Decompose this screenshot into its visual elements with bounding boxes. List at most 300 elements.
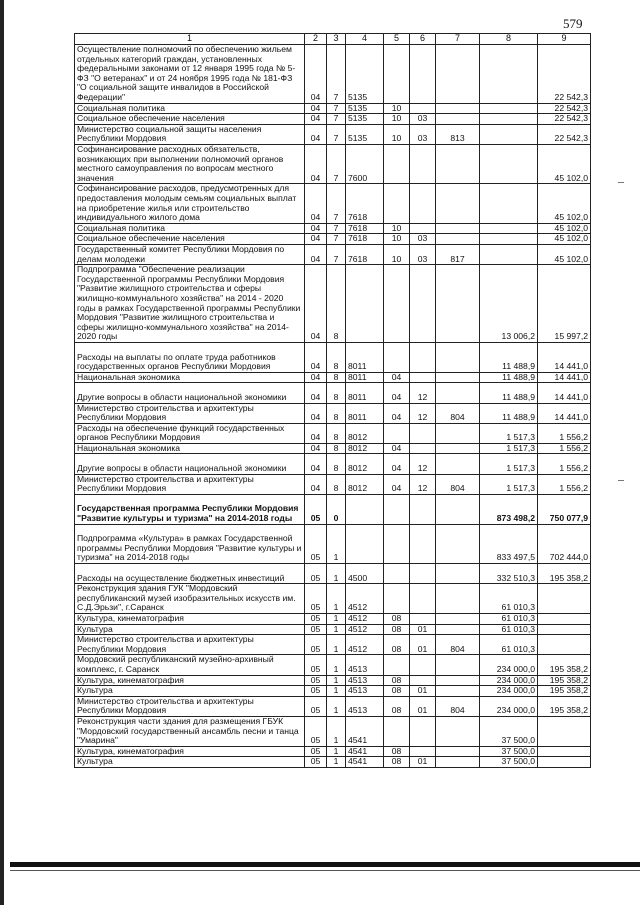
col-9-cell: 45 102,0: [538, 244, 591, 264]
col-2-cell: 04: [305, 372, 327, 383]
table-row: [75, 454, 591, 474]
col-3-cell: 8: [327, 403, 346, 423]
col-7-cell: [436, 144, 480, 183]
col-4-cell: 4541: [346, 757, 384, 768]
col-8-cell: 234 000,0: [480, 686, 538, 697]
col-5-cell: 04: [384, 383, 410, 403]
table-row: [75, 696, 591, 716]
col-3-cell: 1: [327, 655, 346, 675]
col-4-cell: 8011: [346, 403, 384, 423]
col-5-cell: [384, 45, 410, 104]
col-8-cell: [480, 223, 538, 234]
col-8-cell: [480, 244, 538, 264]
col-2-cell: 05: [305, 716, 327, 746]
table-row: [75, 564, 591, 584]
col-8-cell: 11 488,9: [480, 372, 538, 383]
col-8-cell: 234 000,0: [480, 696, 538, 716]
col-5-cell: 08: [384, 675, 410, 686]
col-3-cell: 7: [327, 184, 346, 223]
col-2-cell: 05: [305, 564, 327, 584]
col-7-cell: [436, 494, 480, 524]
table-row: [75, 383, 591, 403]
col-8-cell: 1 517,3: [480, 443, 538, 454]
col-6-cell: 01: [410, 686, 436, 697]
col-7-cell: 813: [436, 124, 480, 144]
table-row: [75, 342, 591, 372]
col-6-cell: 01: [410, 696, 436, 716]
table-row: [75, 584, 591, 614]
col-6-cell: [410, 494, 436, 524]
col-4-cell: 7618: [346, 184, 384, 223]
col-3-cell: 8: [327, 342, 346, 372]
table-row: [75, 423, 591, 443]
col-2-cell: 04: [305, 234, 327, 245]
col-6-cell: [410, 342, 436, 372]
col-6-cell: 01: [410, 635, 436, 655]
col-6-cell: [410, 423, 436, 443]
col-2-cell: 04: [305, 244, 327, 264]
col-3-cell: 7: [327, 45, 346, 104]
col-4-cell: 4541: [346, 746, 384, 757]
col-2-cell: 04: [305, 45, 327, 104]
col-9-cell: 14 441,0: [538, 342, 591, 372]
row-name-cell: Социальное обеспечение населения: [75, 234, 305, 245]
col-2-cell: 04: [305, 184, 327, 223]
col-5-cell: 08: [384, 624, 410, 635]
row-name-cell: Министерство строительства и архитектуры Республики Мордовия: [75, 635, 305, 655]
row-name-cell: Культура: [75, 757, 305, 768]
col-7-cell: [436, 686, 480, 697]
col-6-cell: [410, 564, 436, 584]
col-5-cell: 04: [384, 454, 410, 474]
row-name-cell: Другие вопросы в области национальной экономики: [75, 383, 305, 403]
col-5-cell: 10: [384, 234, 410, 245]
col-9-cell: 1 556,2: [538, 423, 591, 443]
header-cell-3: 3: [327, 34, 346, 45]
col-7-cell: [436, 114, 480, 125]
page-number: 579: [563, 16, 583, 31]
col-3-cell: 8: [327, 265, 346, 343]
col-4-cell: 8011: [346, 342, 384, 372]
col-3-cell: 7: [327, 144, 346, 183]
row-name-cell: Культура, кинематография: [75, 746, 305, 757]
table-row: [75, 655, 591, 675]
col-9-cell: 22 542,3: [538, 45, 591, 104]
col-3-cell: 7: [327, 114, 346, 125]
col-3-cell: 8: [327, 423, 346, 443]
col-3-cell: 1: [327, 696, 346, 716]
row-name-cell: Социальное обеспечение населения: [75, 114, 305, 125]
col-4-cell: 8012: [346, 443, 384, 454]
col-3-cell: 1: [327, 686, 346, 697]
table-row: [75, 223, 591, 234]
col-5-cell: [384, 265, 410, 343]
header-cell-5: 5: [384, 34, 410, 45]
col-5-cell: 08: [384, 757, 410, 768]
col-5-cell: [384, 144, 410, 183]
col-6-cell: 12: [410, 383, 436, 403]
row-name-cell: Расходы на выплаты по оплате труда работников государственных органов Республики Мордовия: [75, 342, 305, 372]
col-8-cell: [480, 124, 538, 144]
col-5-cell: [384, 564, 410, 584]
col-2-cell: 05: [305, 614, 327, 625]
col-9-cell: 1 556,2: [538, 474, 591, 494]
col-4-cell: 4512: [346, 614, 384, 625]
col-5-cell: [384, 584, 410, 614]
margin-mark: [618, 182, 624, 183]
col-2-cell: 05: [305, 524, 327, 563]
col-3-cell: 1: [327, 624, 346, 635]
row-name-cell: Министерство строительства и архитектуры Республики Мордовия: [75, 474, 305, 494]
col-5-cell: 04: [384, 443, 410, 454]
col-9-cell: [538, 746, 591, 757]
col-8-cell: 873 498,2: [480, 494, 538, 524]
row-name-cell: Другие вопросы в области национальной экономики: [75, 454, 305, 474]
table-row: [75, 184, 591, 223]
col-5-cell: 10: [384, 124, 410, 144]
col-2-cell: 04: [305, 114, 327, 125]
col-3-cell: 7: [327, 124, 346, 144]
table-row: [75, 45, 591, 104]
row-name-cell: Подпрограмма "Обеспечение реализации Государственной программы Республики Мордовия "Развитие жилищного строительства и сферы жилищно-коммунального хозяйства" на 2014 - 2020 годы в рамках Государственной программы Республики Мордовия "Развитие жилищного строительства и сферы жилищно-коммунального хозяйства" на 2014-2020 годы: [75, 265, 305, 343]
col-9-cell: 22 542,3: [538, 124, 591, 144]
col-2-cell: 04: [305, 383, 327, 403]
row-name-cell: Софинансирование расходных обязательств, возникающих при выполнении полномочий органов местного самоуправления по вопросам местного значения: [75, 144, 305, 183]
col-9-cell: 750 077,9: [538, 494, 591, 524]
table-row: [75, 474, 591, 494]
col-5-cell: 04: [384, 474, 410, 494]
col-8-cell: 11 488,9: [480, 403, 538, 423]
col-7-cell: [436, 454, 480, 474]
col-4-cell: 4513: [346, 686, 384, 697]
col-6-cell: [410, 524, 436, 563]
col-6-cell: [410, 716, 436, 746]
col-3-cell: 1: [327, 635, 346, 655]
col-3-cell: 8: [327, 383, 346, 403]
col-7-cell: 804: [436, 403, 480, 423]
col-9-cell: [538, 624, 591, 635]
col-5-cell: [384, 655, 410, 675]
col-8-cell: [480, 184, 538, 223]
col-7-cell: 804: [436, 696, 480, 716]
col-7-cell: [436, 564, 480, 584]
col-2-cell: 04: [305, 265, 327, 343]
col-9-cell: 1 556,2: [538, 443, 591, 454]
table-row: [75, 403, 591, 423]
col-4-cell: 8011: [346, 372, 384, 383]
col-4-cell: 4512: [346, 635, 384, 655]
col-6-cell: [410, 443, 436, 454]
col-9-cell: 14 441,0: [538, 403, 591, 423]
col-3-cell: 1: [327, 564, 346, 584]
col-4-cell: 5135: [346, 114, 384, 125]
row-name-cell: Реконструкция здания ГУК "Мордовский республиканский музей изобразительных искусств им. С.Д.Эрьзи", г.Саранск: [75, 584, 305, 614]
col-2-cell: 04: [305, 103, 327, 114]
col-5-cell: [384, 494, 410, 524]
col-4-cell: [346, 524, 384, 563]
row-name-cell: Расходы на осуществление бюджетных инвестиций: [75, 564, 305, 584]
col-2-cell: 05: [305, 696, 327, 716]
col-3-cell: 1: [327, 524, 346, 563]
col-4-cell: 7618: [346, 244, 384, 264]
header-cell-4: 4: [346, 34, 384, 45]
col-2-cell: 04: [305, 474, 327, 494]
col-9-cell: 45 102,0: [538, 234, 591, 245]
col-4-cell: 7618: [346, 234, 384, 245]
col-4-cell: 4541: [346, 716, 384, 746]
col-6-cell: 03: [410, 114, 436, 125]
col-5-cell: 04: [384, 372, 410, 383]
col-2-cell: 05: [305, 746, 327, 757]
col-7-cell: [436, 716, 480, 746]
col-5-cell: 08: [384, 696, 410, 716]
col-9-cell: 14 441,0: [538, 383, 591, 403]
col-6-cell: 03: [410, 124, 436, 144]
col-5-cell: [384, 524, 410, 563]
col-5-cell: 10: [384, 223, 410, 234]
col-3-cell: 7: [327, 234, 346, 245]
table-row: [75, 265, 591, 343]
row-name-cell: Национальная экономика: [75, 372, 305, 383]
header-cell-1: 1: [75, 34, 305, 45]
col-8-cell: 833 497,5: [480, 524, 538, 563]
col-4-cell: 7600: [346, 144, 384, 183]
table-row: [75, 234, 591, 245]
col-7-cell: [436, 184, 480, 223]
col-5-cell: [384, 342, 410, 372]
col-5-cell: [384, 423, 410, 443]
col-9-cell: 195 358,2: [538, 686, 591, 697]
col-8-cell: 1 517,3: [480, 423, 538, 443]
row-name-cell: Министерство социальной защиты населения Республики Мордовия: [75, 124, 305, 144]
col-9-cell: 14 441,0: [538, 372, 591, 383]
col-4-cell: 4513: [346, 696, 384, 716]
row-name-cell: Социальная политика: [75, 223, 305, 234]
col-4-cell: 8012: [346, 454, 384, 474]
col-7-cell: [436, 757, 480, 768]
col-7-cell: [436, 372, 480, 383]
col-6-cell: [410, 265, 436, 343]
col-9-cell: 22 542,3: [538, 114, 591, 125]
table-row: [75, 524, 591, 563]
col-9-cell: [538, 614, 591, 625]
row-name-cell: Софинансирование расходов, предусмотренных для предоставления молодым семьям социальных выплат на приобретение жилья или строительство индивидуального жилого дома: [75, 184, 305, 223]
col-3-cell: 0: [327, 494, 346, 524]
col-5-cell: [384, 716, 410, 746]
margin-mark: [618, 480, 624, 481]
col-2-cell: 05: [305, 686, 327, 697]
col-8-cell: 1 517,3: [480, 454, 538, 474]
table-row: [75, 614, 591, 625]
col-4-cell: 4513: [346, 655, 384, 675]
scan-bottom-band: [10, 862, 640, 867]
col-2-cell: 05: [305, 584, 327, 614]
col-3-cell: 1: [327, 746, 346, 757]
col-9-cell: [538, 757, 591, 768]
col-6-cell: 12: [410, 403, 436, 423]
row-name-cell: Мордовский республиканский музейно-архивный комплекс, г. Саранск: [75, 655, 305, 675]
row-name-cell: Национальная экономика: [75, 443, 305, 454]
col-6-cell: 01: [410, 624, 436, 635]
col-3-cell: 1: [327, 584, 346, 614]
col-9-cell: 702 444,0: [538, 524, 591, 563]
col-2-cell: 05: [305, 624, 327, 635]
col-7-cell: [436, 443, 480, 454]
col-7-cell: [436, 223, 480, 234]
col-7-cell: [436, 265, 480, 343]
col-7-cell: [436, 423, 480, 443]
col-7-cell: 804: [436, 635, 480, 655]
col-8-cell: 11 488,9: [480, 342, 538, 372]
col-6-cell: 12: [410, 454, 436, 474]
col-2-cell: 04: [305, 342, 327, 372]
col-8-cell: 61 010,3: [480, 584, 538, 614]
col-3-cell: 1: [327, 757, 346, 768]
col-9-cell: 45 102,0: [538, 223, 591, 234]
col-7-cell: 817: [436, 244, 480, 264]
row-name-cell: Министерство строительства и архитектуры Республики Мордовия: [75, 403, 305, 423]
col-4-cell: [346, 265, 384, 343]
col-2-cell: 04: [305, 454, 327, 474]
col-7-cell: [436, 655, 480, 675]
col-6-cell: [410, 614, 436, 625]
table-row: [75, 114, 591, 125]
col-8-cell: 37 500,0: [480, 757, 538, 768]
col-5-cell: 10: [384, 244, 410, 264]
col-9-cell: 195 358,2: [538, 675, 591, 686]
col-8-cell: [480, 144, 538, 183]
col-2-cell: 04: [305, 223, 327, 234]
row-name-cell: Социальная политика: [75, 103, 305, 114]
col-9-cell: 1 556,2: [538, 454, 591, 474]
col-9-cell: 195 358,2: [538, 696, 591, 716]
table-row: [75, 494, 591, 524]
col-8-cell: 37 500,0: [480, 746, 538, 757]
table-row: [75, 443, 591, 454]
col-4-cell: 4512: [346, 584, 384, 614]
col-8-cell: 1 517,3: [480, 474, 538, 494]
col-5-cell: 04: [384, 403, 410, 423]
row-name-cell: Государственная программа Республики Мордовия "Развитие культуры и туризма" на 2014-2018 годы: [75, 494, 305, 524]
col-9-cell: 195 358,2: [538, 564, 591, 584]
col-8-cell: 234 000,0: [480, 675, 538, 686]
col-3-cell: 8: [327, 443, 346, 454]
col-4-cell: 4500: [346, 564, 384, 584]
col-9-cell: 45 102,0: [538, 184, 591, 223]
col-3-cell: 7: [327, 103, 346, 114]
row-name-cell: Расходы на обеспечение функций государственных органов Республики Мордовия: [75, 423, 305, 443]
col-9-cell: 195 358,2: [538, 655, 591, 675]
col-4-cell: 5135: [346, 103, 384, 114]
col-4-cell: 8011: [346, 383, 384, 403]
table-row: [75, 757, 591, 768]
col-2-cell: 04: [305, 124, 327, 144]
col-3-cell: 7: [327, 244, 346, 264]
table-row: [75, 686, 591, 697]
col-8-cell: 13 006,2: [480, 265, 538, 343]
col-4-cell: 8012: [346, 474, 384, 494]
col-9-cell: [538, 584, 591, 614]
col-3-cell: 1: [327, 614, 346, 625]
col-5-cell: 08: [384, 746, 410, 757]
budget-table: [74, 33, 591, 768]
col-5-cell: 08: [384, 635, 410, 655]
col-8-cell: [480, 234, 538, 245]
col-7-cell: [436, 584, 480, 614]
col-7-cell: [436, 746, 480, 757]
row-name-cell: Подпрограмма «Культура» в рамках Государственной программы Республики Мордовия "Развитие культуры и туризма" на 2014-2018 годы: [75, 524, 305, 563]
header-cell-7: 7: [436, 34, 480, 45]
col-3-cell: 8: [327, 474, 346, 494]
header-cell-9: 9: [538, 34, 591, 45]
col-7-cell: [436, 524, 480, 563]
col-4-cell: 7618: [346, 223, 384, 234]
col-8-cell: 37 500,0: [480, 716, 538, 746]
col-7-cell: [436, 614, 480, 625]
row-name-cell: Реконструкция части здания для размещения ГБУК "Мордовский государственный ансамбль песни и танца "Умарина": [75, 716, 305, 746]
col-9-cell: 22 542,3: [538, 103, 591, 114]
table-row: [75, 372, 591, 383]
col-6-cell: 03: [410, 244, 436, 264]
table-row: [75, 675, 591, 686]
col-4-cell: 8012: [346, 423, 384, 443]
col-8-cell: [480, 114, 538, 125]
col-2-cell: 04: [305, 443, 327, 454]
row-name-cell: Государственный комитет Республики Мордовия по делам молодежи: [75, 244, 305, 264]
col-4-cell: 4512: [346, 624, 384, 635]
col-2-cell: 04: [305, 403, 327, 423]
col-2-cell: 05: [305, 494, 327, 524]
col-9-cell: [538, 716, 591, 746]
table-row: [75, 716, 591, 746]
table-row: [75, 746, 591, 757]
row-name-cell: Культура, кинематография: [75, 614, 305, 625]
row-name-cell: Культура: [75, 686, 305, 697]
col-8-cell: 234 000,0: [480, 655, 538, 675]
col-6-cell: 12: [410, 474, 436, 494]
header-cell-6: 6: [410, 34, 436, 45]
col-4-cell: [346, 494, 384, 524]
col-7-cell: [436, 45, 480, 104]
col-5-cell: 08: [384, 614, 410, 625]
col-7-cell: [436, 342, 480, 372]
scan-bottom-line: [10, 870, 640, 871]
col-2-cell: 05: [305, 655, 327, 675]
col-6-cell: [410, 144, 436, 183]
col-7-cell: [436, 675, 480, 686]
col-7-cell: [436, 624, 480, 635]
col-7-cell: [436, 234, 480, 245]
col-9-cell: [538, 635, 591, 655]
col-2-cell: 04: [305, 144, 327, 183]
col-3-cell: 1: [327, 675, 346, 686]
row-name-cell: Культура, кинематография: [75, 675, 305, 686]
col-4-cell: 4513: [346, 675, 384, 686]
col-6-cell: [410, 675, 436, 686]
col-5-cell: [384, 184, 410, 223]
col-6-cell: [410, 103, 436, 114]
table-row: [75, 124, 591, 144]
col-6-cell: [410, 184, 436, 223]
col-6-cell: [410, 584, 436, 614]
table-row: [75, 635, 591, 655]
table-row: [75, 244, 591, 264]
col-6-cell: 03: [410, 234, 436, 245]
col-2-cell: 04: [305, 423, 327, 443]
col-8-cell: 61 010,3: [480, 635, 538, 655]
col-8-cell: 332 510,3: [480, 564, 538, 584]
col-6-cell: [410, 372, 436, 383]
